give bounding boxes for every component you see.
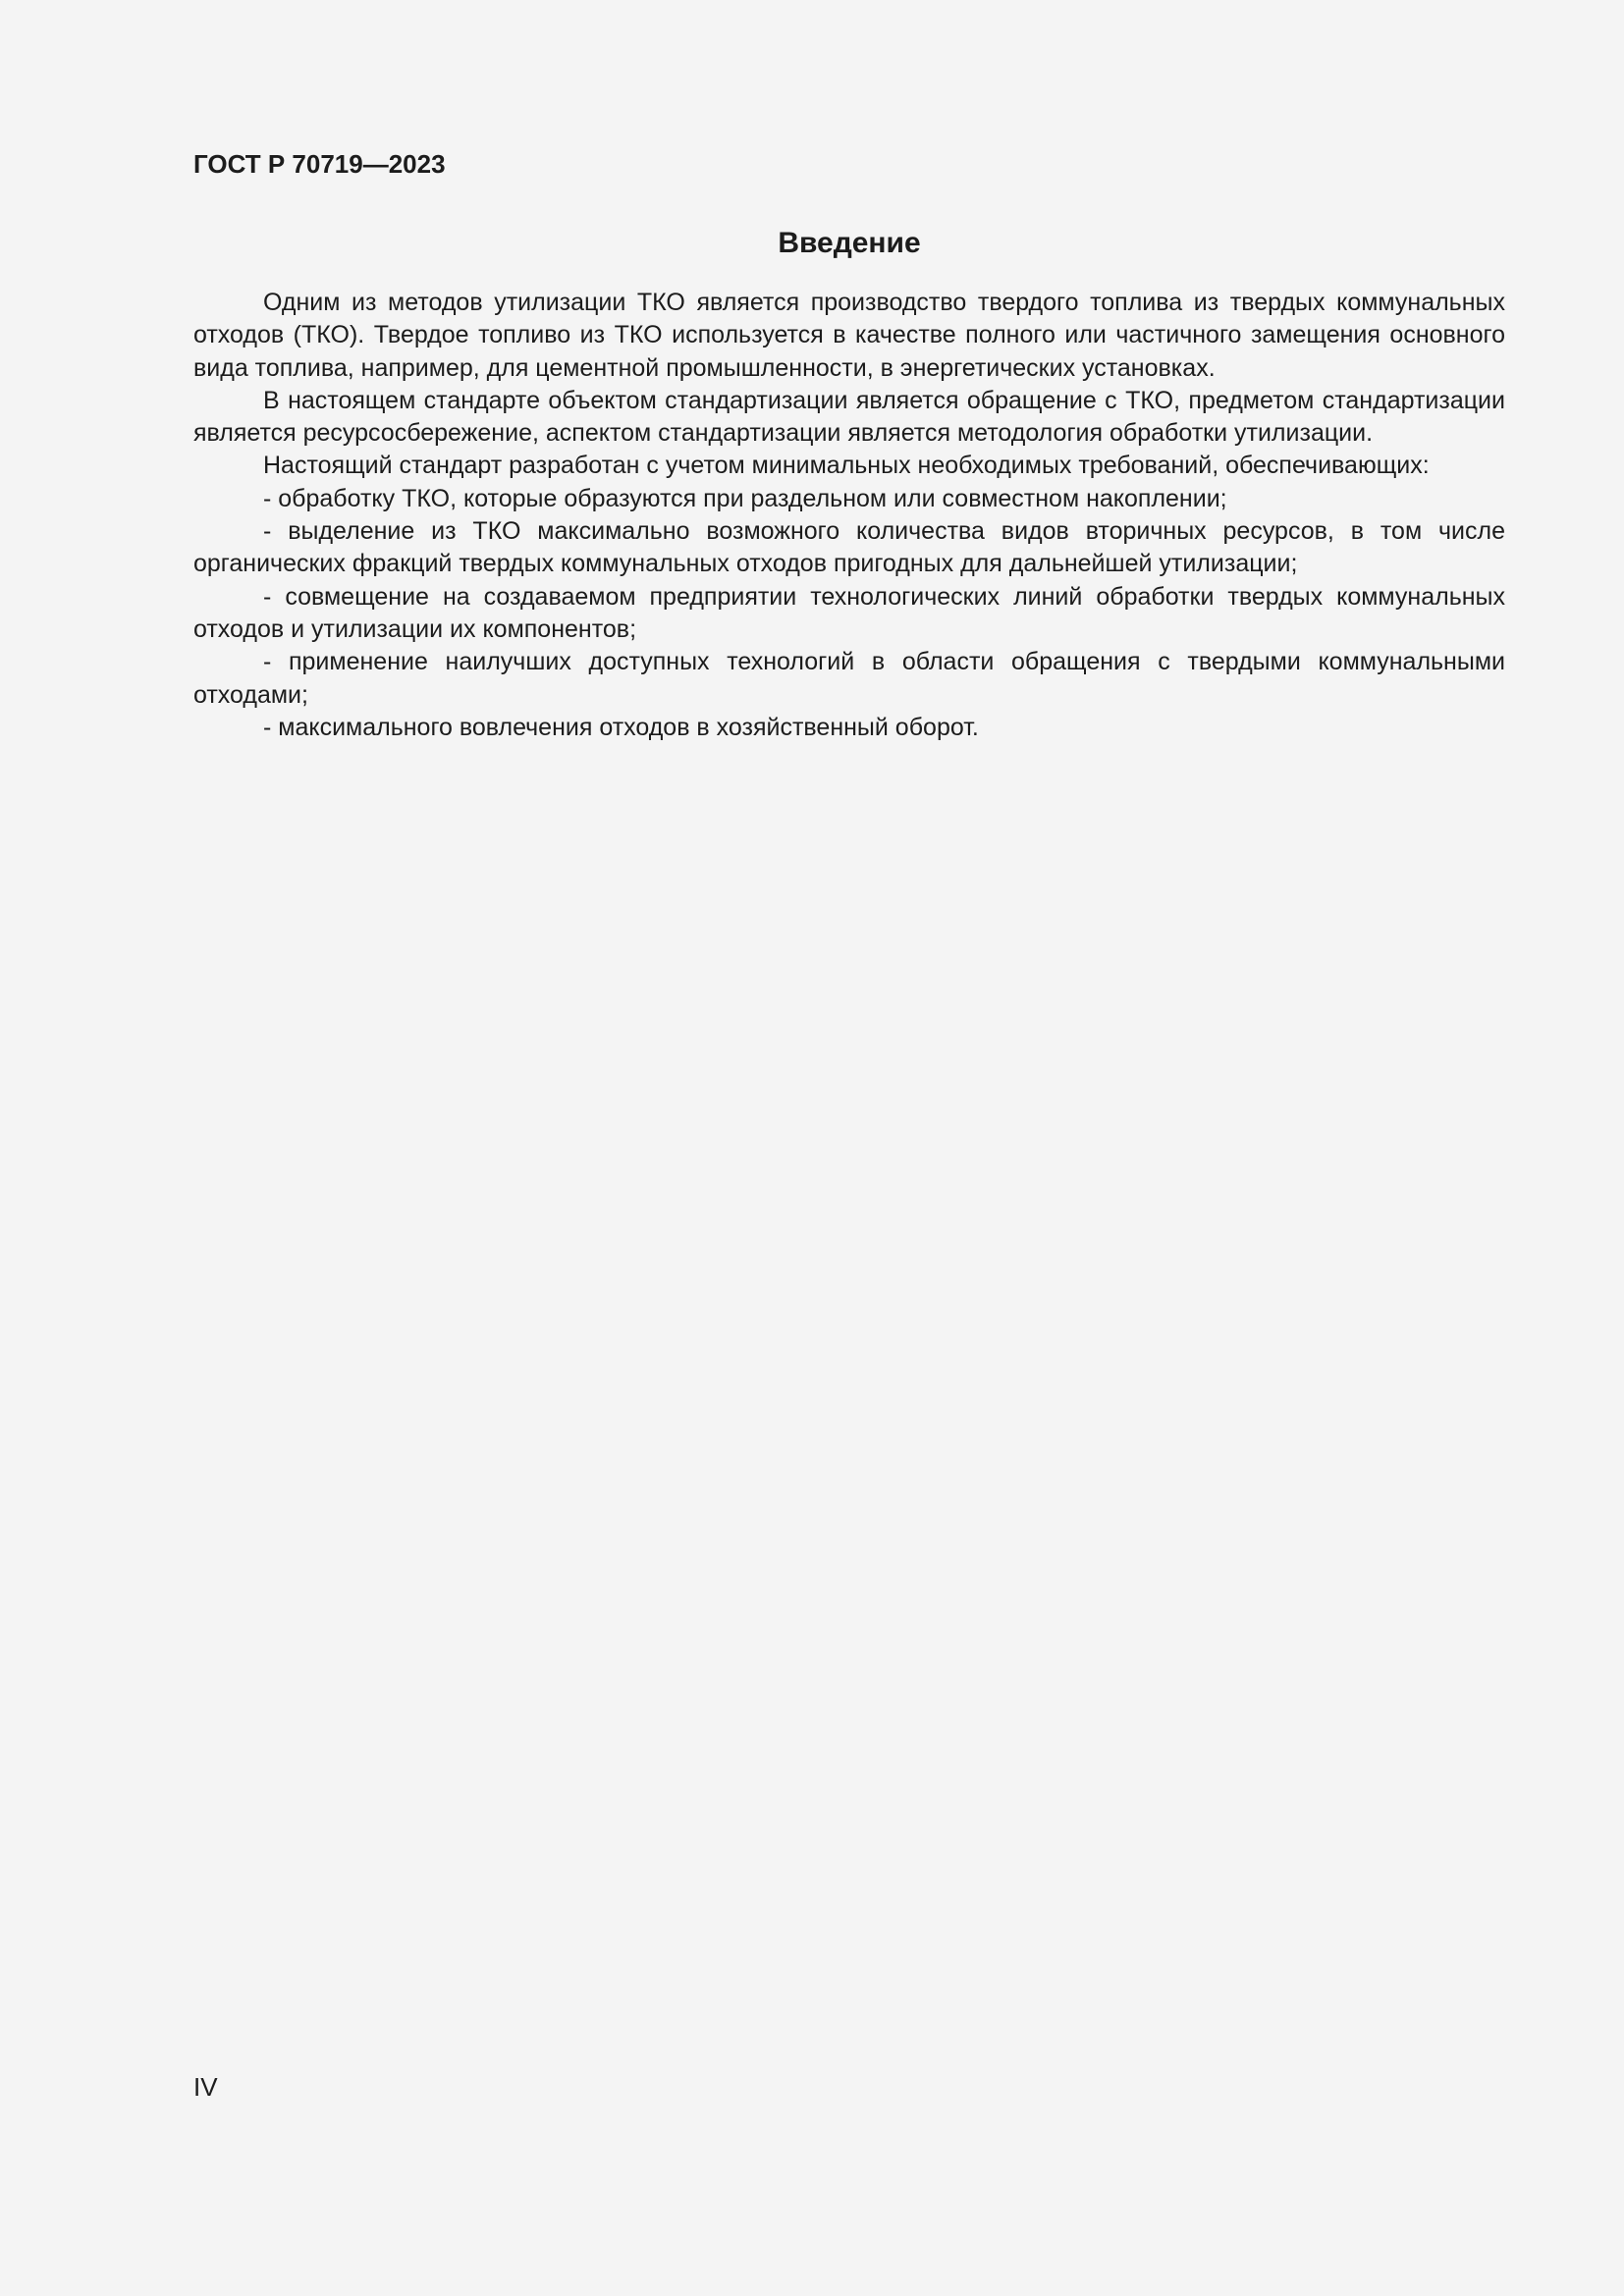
paragraph-1: Одним из методов утилизации ТКО является производство твердого топлива из твердых коммунальных отходов (ТКО). Твердое топливо из ТКО используется в качестве полного или частичного замещения основного вида топлива, например, для цементной промышленности, в энергетических установках.: [193, 289, 1505, 382]
paragraph-3: Настоящий стандарт разработан с учетом минимальных необходимых требований, обеспечивающих:: [263, 452, 1430, 480]
list-item-1: - обработку ТКО, которые образуются при раздельном или совместном накоплении;: [263, 484, 1227, 512]
page-number: IV: [193, 2072, 218, 2102]
list-item-3: - совмещение на создаваемом предприятии технологических линий обработки твердых коммунальных отходов и утилизации их компонентов;: [193, 582, 1505, 643]
body-text: [193, 287, 1505, 744]
list-item-4: - применение наилучших доступных технологий в области обращения с твердыми коммунальными отходами;: [193, 648, 1505, 709]
list-item-5: - максимального вовлечения отходов в хозяйственный оборот.: [263, 713, 979, 741]
section-title: Введение: [778, 227, 921, 259]
paragraph-2: В настоящем стандарте объектом стандартизации является обращение с ТКО, предметом стандартизации является ресурсосбережение, аспектом стандартизации является методология обработки утилизации.: [193, 386, 1505, 448]
list-item-2: - выделение из ТКО максимально возможного количества видов вторичных ресурсов, в том числе органических фракций твердых коммунальных отходов пригодных для дальнейшей утилизации;: [193, 517, 1505, 578]
document-header-standard-number: ГОСТ Р 70719—2023: [193, 149, 446, 179]
